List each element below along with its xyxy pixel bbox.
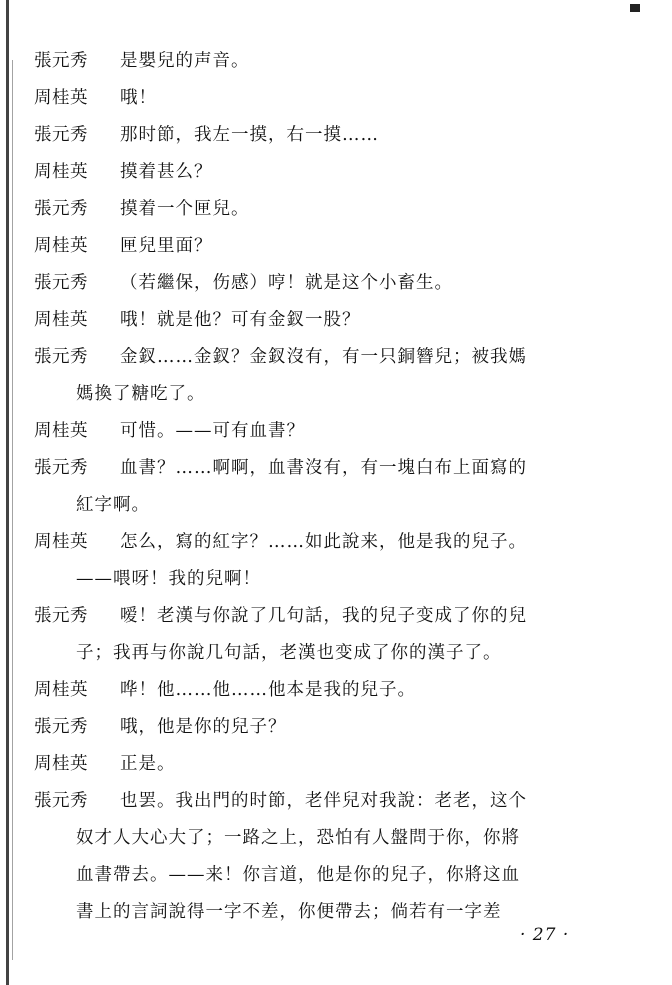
dialogue-entry — [34, 525, 624, 562]
dialogue-entry — [34, 747, 624, 784]
speaker-name: 周桂英 — [34, 162, 88, 182]
dialogue-line: 哦！就是他？可有金釵一股？ — [120, 310, 361, 330]
binding-shadow — [12, 60, 13, 960]
dialogue-line: 可惜。——可有血書？ — [120, 421, 305, 441]
dialogue-line: 哗！他……他……他本是我的兒子。 — [120, 680, 416, 700]
dialogue-line: 那时節，我左一摸，右一摸…… — [120, 125, 379, 145]
dialogue-continuation-line: 子；我再与你說几句話，老漢也变成了你的漢子了。 — [76, 643, 502, 663]
dialogue-entry — [34, 229, 624, 266]
binding-edge — [6, 0, 9, 985]
dialogue-entry — [34, 673, 624, 710]
dialogue-line: （若繼保，伤感）哼！就是这个小畜生。 — [120, 273, 453, 293]
dialogue-continuation-line: 媽換了糖吃了。 — [76, 384, 206, 404]
dialogue-continuation-line: 書上的言詞說得一字不差，你便帶去；倘若有一字差 — [76, 902, 502, 922]
dialogue-entry — [34, 44, 624, 81]
dialogue-line: 匣兒里面？ — [120, 236, 213, 256]
speaker-name: 張元秀 — [34, 125, 88, 145]
dialogue-entry — [34, 451, 624, 488]
dialogue-entry — [34, 784, 624, 821]
dialogue-line: 金釵……金釵？金釵沒有，有一只銅簪兒；被我媽 — [120, 347, 527, 367]
dialogue-line: 摸着甚么？ — [120, 162, 213, 182]
dialogue-text — [34, 44, 624, 932]
speaker-name: 張元秀 — [34, 347, 88, 367]
dialogue-line: 哦，他是你的兒子？ — [120, 717, 287, 737]
dialogue-entry — [34, 192, 624, 229]
dialogue-entry — [34, 414, 624, 451]
dialogue-line: 摸着一个匣兒。 — [120, 199, 250, 219]
speaker-name: 張元秀 — [34, 273, 88, 293]
speaker-name: 周桂英 — [34, 532, 88, 552]
ink-mark — [630, 4, 640, 12]
speaker-name: 張元秀 — [34, 199, 88, 219]
page-number: · 27 · — [520, 925, 570, 945]
speaker-name: 張元秀 — [34, 458, 88, 478]
speaker-name: 周桂英 — [34, 236, 88, 256]
dialogue-continuation-line: 血書帶去。——来！你言道，他是你的兒子，你將这血 — [76, 865, 520, 885]
dialogue-entry — [34, 710, 624, 747]
dialogue-continuation-line: 奴才人大心大了；一路之上，恐怕有人盤問于你，你將 — [76, 828, 520, 848]
dialogue-continuation-line: ——喂呀！我的兒啊！ — [76, 569, 261, 589]
speaker-name: 張元秀 — [34, 606, 88, 626]
dialogue-line: 是嬰兒的声音。 — [120, 51, 250, 71]
dialogue-line: 血書？……啊啊，血書沒有，有一塊白布上面寫的 — [120, 458, 527, 478]
speaker-name: 周桂英 — [34, 680, 88, 700]
dialogue-entry — [34, 599, 624, 636]
dialogue-entry — [34, 303, 624, 340]
dialogue-line: 也罢。我出門的时節，老伴兒对我說：老老，这个 — [120, 791, 527, 811]
speaker-name: 張元秀 — [34, 51, 88, 71]
dialogue-entry — [34, 340, 624, 377]
dialogue-entry — [34, 118, 624, 155]
dialogue-entry — [34, 266, 624, 303]
dialogue-line: 哦！ — [120, 88, 157, 108]
dialogue-line: 嗳！老漢与你說了几句話，我的兒子变成了你的兒 — [120, 606, 527, 626]
dialogue-line: 正是。 — [120, 754, 176, 774]
dialogue-entry — [34, 81, 624, 118]
speaker-name: 張元秀 — [34, 717, 88, 737]
dialogue-line: 怎么，寫的紅字？……如此說来，他是我的兒子。 — [120, 532, 527, 552]
speaker-name: 張元秀 — [34, 791, 88, 811]
dialogue-entry — [34, 155, 624, 192]
dialogue-continuation-line: 紅字啊。 — [76, 495, 150, 515]
speaker-name: 周桂英 — [34, 421, 88, 441]
speaker-name: 周桂英 — [34, 88, 88, 108]
speaker-name: 周桂英 — [34, 754, 88, 774]
speaker-name: 周桂英 — [34, 310, 88, 330]
